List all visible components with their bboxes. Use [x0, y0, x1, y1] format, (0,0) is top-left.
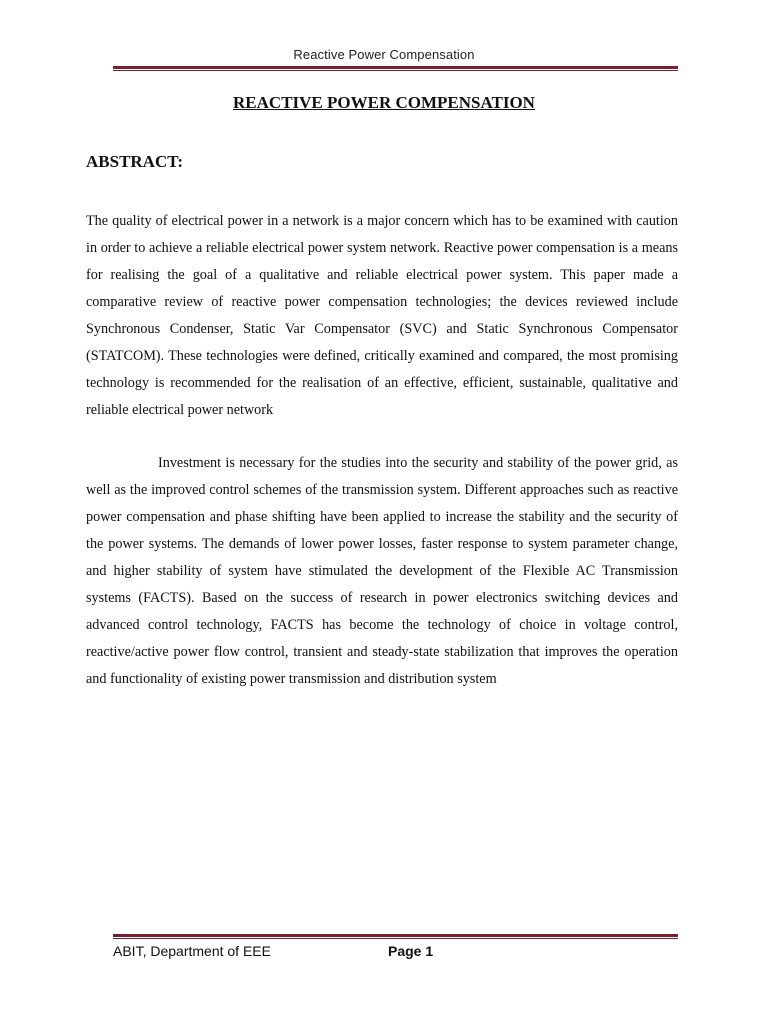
running-header: Reactive Power Compensation — [293, 47, 475, 62]
abstract-paragraph: The quality of electrical power in a network is a major concern which has to be examined with caution in order to achieve a reliable electrical power system network. Reactive power compensation is a means for realising the goal of a qualitative and reliable electrical power system. This paper made a comparative review of reactive power compensation technologies; the devices reviewed include Synchronous Condenser, Static Var Compensator (SVC) and Static Synchronous Compensator (STATCOM). These technologies were defined, critically examined and compared, the most promising technology is recommended for the realisation of an effective, efficient, sustainable, qualitative and reliable electrical power network — [86, 213, 678, 418]
footer-rule — [113, 934, 678, 939]
investment-paragraph: Investment is necessary for the studies into the security and stability of the power grid, as well as the improved control schemes of the transmission system. Different approaches such as reactive power compensation and phase shifting have been applied to increase the stability and the security of the power systems. The demands of lower power losses, faster response to system parameter change, and higher stability of system have stimulated the development of the Flexible AC Transmission systems (FACTS). Based on the success of research in power electronics switching devices and advanced control technology, FACTS has become the technology of choice in voltage control, reactive/active power flow control, transient and steady-state stabilization that improves the operation and functionality of existing power transmission and distribution system — [86, 455, 678, 687]
header-rule — [113, 66, 678, 71]
footer-department: ABIT, Department of EEE — [113, 943, 271, 959]
document-title: REACTIVE POWER COMPENSATION — [233, 93, 535, 112]
footer-page-number: Page 1 — [388, 943, 434, 959]
abstract-heading: ABSTRACT: — [86, 152, 183, 171]
